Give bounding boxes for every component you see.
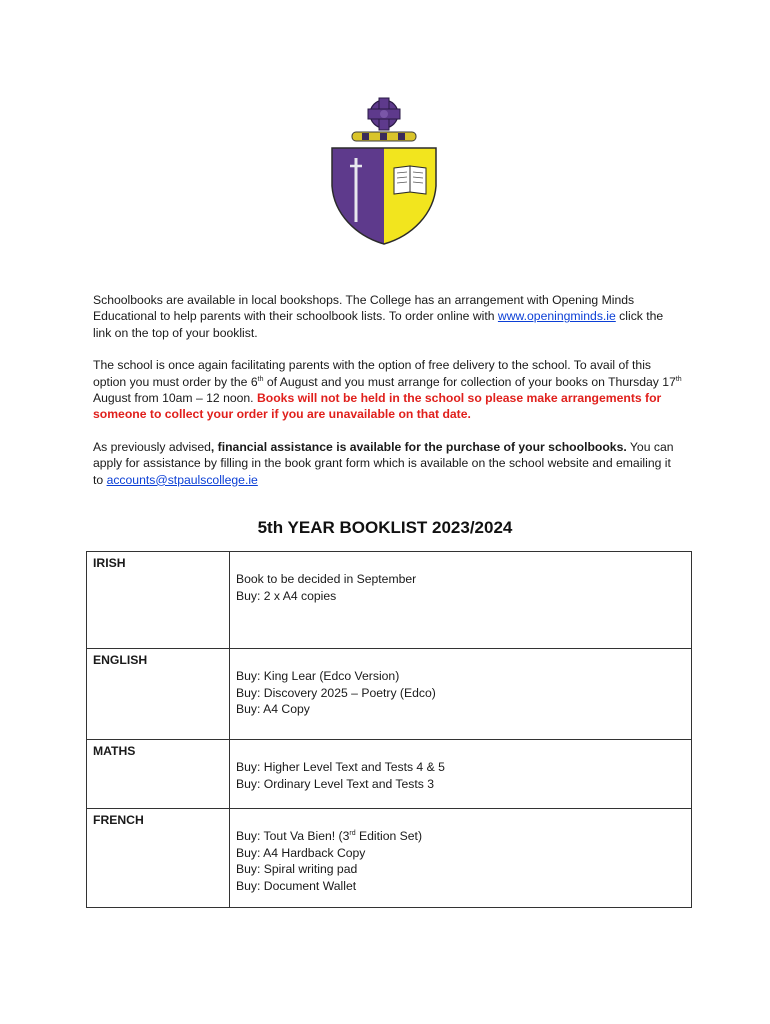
- ordering-text-after: click the link on the top of your booklist.: [93, 309, 664, 340]
- list-item: Book to be decided in September: [236, 572, 417, 586]
- cross-icon: [368, 98, 400, 130]
- intro-paragraph-delivery: [93, 357, 683, 423]
- collection-warning: Books will not be held in the school so please make arrangements for someone to collect your order if you are unavailable on that date.: [93, 391, 662, 422]
- superscript-th: th: [257, 375, 264, 383]
- list-item: Buy: A4 Copy: [236, 702, 310, 716]
- subject-items: [230, 740, 692, 809]
- booklist-table: [86, 551, 692, 908]
- french-item-text-a: Buy: Tout Va Bien! (3: [236, 829, 350, 843]
- accounts-email-link[interactable]: accounts@stpaulscollege.ie: [106, 472, 258, 487]
- ordering-text: Schoolbooks are available in local bookshops. The College has an arrangement with Opening Minds Educational to help parents with their schoolbook lists. To order online with: [93, 293, 635, 324]
- subject-name: ENGLISH: [87, 649, 230, 740]
- list-item: Buy: Spiral writing pad: [236, 862, 358, 876]
- superscript-rd: rd: [349, 829, 356, 837]
- table-row: [87, 649, 692, 740]
- crown-band-icon: [352, 132, 416, 141]
- subject-items: [230, 552, 692, 649]
- list-item: [236, 828, 685, 845]
- school-crest-logo: [326, 96, 442, 248]
- table-row: [87, 809, 692, 908]
- list-item: Buy: King Lear (Edco Version): [236, 669, 400, 683]
- assistance-text-b: You can apply for assistance by filling in the book grant form which is available on the school website and emailing it to: [93, 439, 674, 487]
- delivery-text-c: August from 10am – 12 noon.: [93, 391, 257, 406]
- list-item: Buy: Ordinary Level Text and Tests 3: [236, 776, 435, 791]
- intro-paragraph-assistance: [93, 439, 683, 488]
- superscript-th: th: [675, 375, 682, 383]
- intro-text: [93, 292, 683, 504]
- delivery-text-b: of August and you must arrange for collection of your books on Thursday 17: [263, 374, 676, 389]
- list-item: Buy: 2 x A4 copies: [236, 588, 337, 603]
- list-item: Buy: Higher Level Text and Tests 4 & 5: [236, 760, 445, 774]
- list-item: Buy: Discovery 2025 – Poetry (Edco): [236, 685, 436, 700]
- table-row: [87, 740, 692, 809]
- subject-name: FRENCH: [87, 809, 230, 908]
- subject-items: [230, 649, 692, 740]
- subject-name: MATHS: [87, 740, 230, 809]
- french-item-text-b: Edition Set): [355, 829, 422, 843]
- shield-icon: [332, 148, 436, 244]
- openingminds-link[interactable]: www.openingminds.ie: [497, 309, 616, 324]
- list-item: Buy: Document Wallet: [236, 878, 357, 893]
- assistance-text-a: As previously advised: [93, 439, 211, 454]
- intro-paragraph-ordering: [93, 292, 683, 341]
- subject-name: IRISH: [87, 552, 230, 649]
- assistance-bold: , financial assistance is available for the purchase of your schoolbooks.: [210, 439, 627, 454]
- list-item: Buy: A4 Hardback Copy: [236, 845, 366, 860]
- table-row: [87, 552, 692, 649]
- booklist-title: 5th YEAR BOOKLIST 2023/2024: [257, 518, 513, 537]
- subject-items: [230, 809, 692, 908]
- delivery-text-a: The school is once again facilitating parents with the option of free delivery to the school. To avail of this option you must order by the 6: [93, 358, 652, 389]
